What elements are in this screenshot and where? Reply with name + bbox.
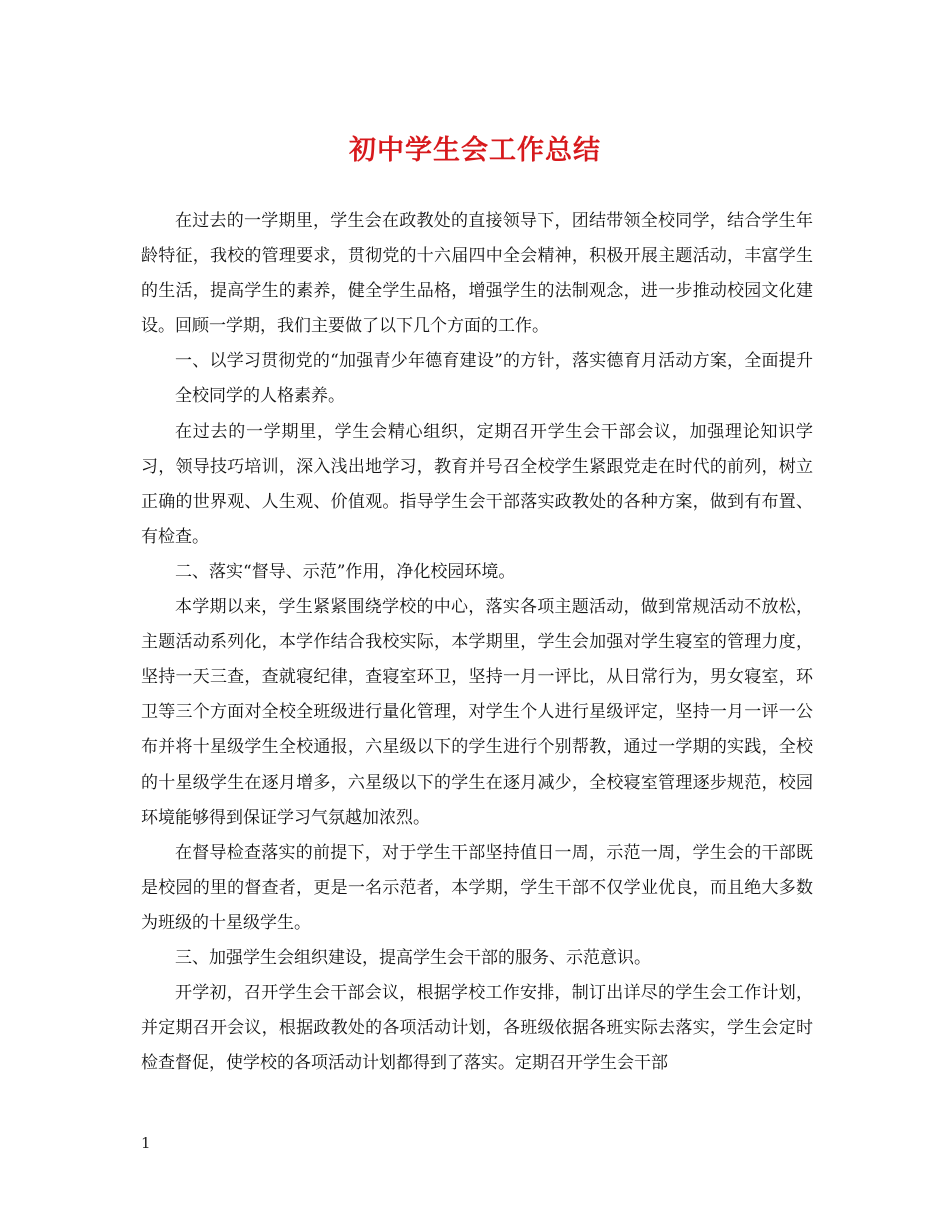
section-heading-2: 二、落实“督导、示范”作用，净化校园环境。 [175, 561, 516, 582]
paragraph-section-3: 开学初，召开学生会干部会议，根据学校工作安排，制订出详尽的学生会工作计划，并定期召开会议，根据政教处的各项活动计划，各班级依据各班实际去落实，学生会定时检查督促，使学校的各项活动计划都得到了落实。定期召开学生会干部 [141, 983, 813, 1074]
document-title: 初中学生会工作总结 [349, 135, 601, 166]
document-body [141, 204, 813, 1081]
paragraph-section-2b: 在督导检查落实的前提下，对于学生干部坚持值日一周，示范一周，学生会的干部既是校园的里的督查者，更是一名示范者，本学期，学生干部不仅学业优良，而且绝大多数为班级的十星级学生。 [141, 842, 813, 933]
section-heading-3: 三、加强学生会组织建设，提高学生会干部的服务、示范意识。 [175, 947, 651, 968]
page-number: 1 [141, 1134, 151, 1152]
paragraph-section-1: 在过去的一学期里，学生会精心组织，定期召开学生会干部会议，加强理论知识学习，领导技巧培训，深入浅出地学习，教育并号召全校学生紧跟党走在时代的前列，树立正确的世界观、人生观、价值观。指导学生会干部落实政教处的各种方案，做到有布置、有检查。 [141, 421, 813, 547]
paragraph-section-2a: 本学期以来，学生紧紧围绕学校的中心，落实各项主题活动，做到常规活动不放松，主题活动系列化，本学作结合我校实际，本学期里，学生会加强对学生寝室的管理力度，坚持一天三查，查就寝纪律，查寝室环卫，坚持一月一评比，从日常行为，男女寝室，环卫等三个方面对全校全班级进行量化管理，对学生个人进行星级评定，坚持一月一评一公布并将十星级学生全校通报，六星级以下的学生进行个别帮教，通过一学期的实践，全校的十星级学生在逐月增多，六星级以下的学生在逐月减少，全校寝室管理逐步规范，校园环境能够得到保证学习气氛越加浓烈。 [141, 597, 813, 828]
section-heading-1: 一、以学习贯彻党的“加强青少年德育建设”的方针，落实德育月活动方案，全面提升全校同学的人格素养。 [175, 351, 813, 407]
paragraph-intro: 在过去的一学期里，学生会在政教处的直接领导下，团结带领全校同学，结合学生年龄特征，我校的管理要求，贯彻党的十六届四中全会精神，积极开展主题活动，丰富学生的生活，提高学生的素养，健全学生品格，增强学生的法制观念，进一步推动校园文化建设。回顾一学期，我们主要做了以下几个方面的工作。 [141, 211, 813, 337]
